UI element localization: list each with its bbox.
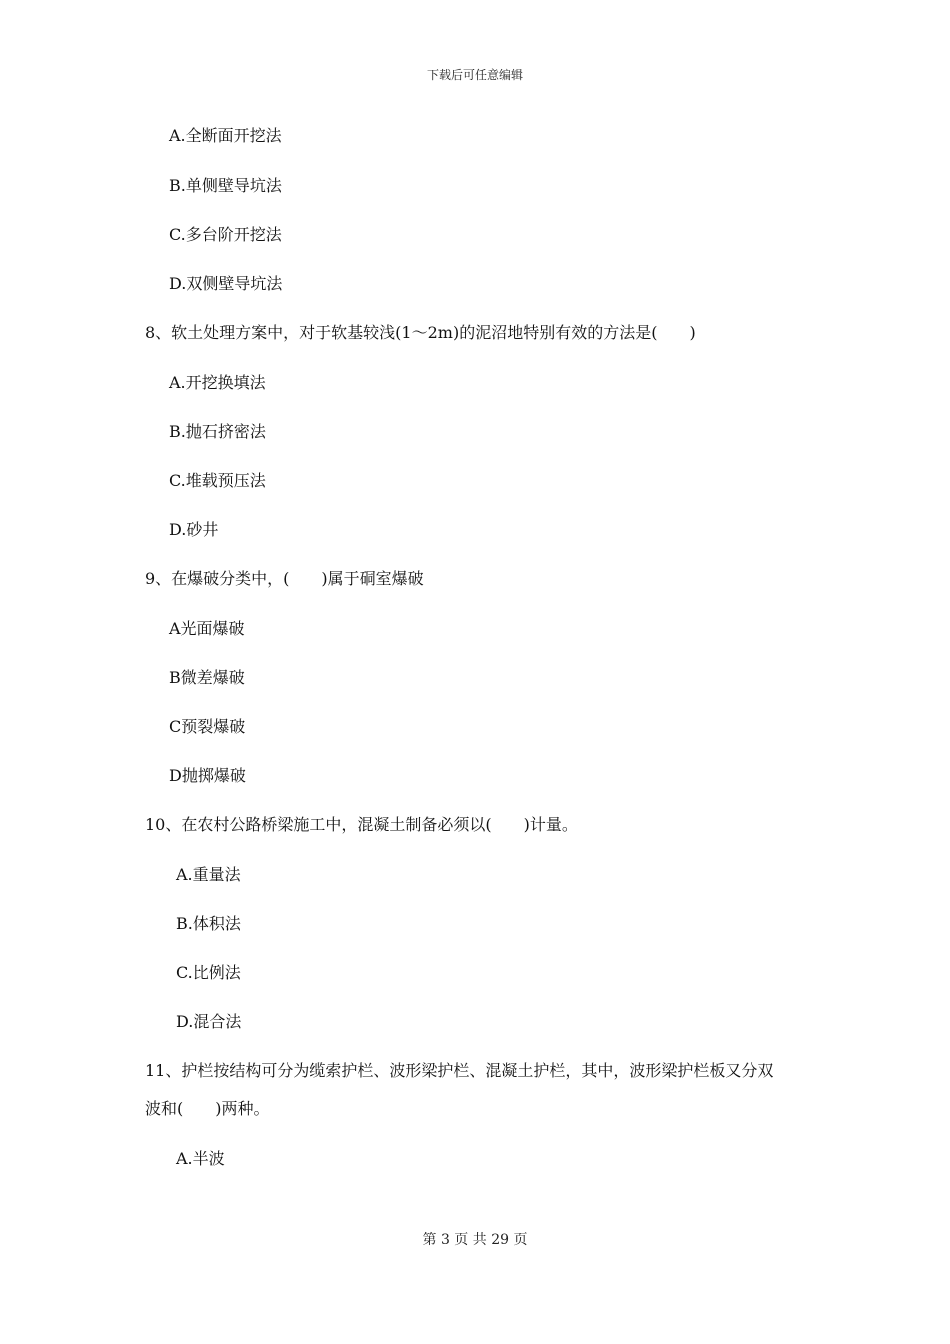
option-8c: C.堆载预压法	[169, 471, 266, 490]
question-9: 9、在爆破分类中，( )属于硐室爆破	[145, 569, 424, 588]
option-9c: C预裂爆破	[169, 717, 246, 736]
option-10d: D.混合法	[176, 1012, 242, 1031]
question-11-line2: 波和( )两种。	[145, 1099, 270, 1118]
question-11-line1: 11、护栏按结构可分为缆索护栏、波形梁护栏、混凝土护栏，其中，波形梁护栏板又分双	[145, 1061, 774, 1080]
page-footer: 第 3 页 共 29 页	[422, 1232, 528, 1248]
option-8b: B.抛石挤密法	[169, 422, 266, 441]
option-10a: A.重量法	[176, 865, 241, 884]
option-9b: B微差爆破	[169, 668, 245, 687]
option-10b: B.体积法	[176, 914, 241, 933]
option-7d: D.双侧壁导坑法	[169, 274, 283, 293]
option-8d: D.砂井	[169, 520, 219, 539]
option-9a: A光面爆破	[169, 619, 245, 638]
question-10: 10、在农村公路桥梁施工中，混凝土制备必须以( )计量。	[145, 815, 578, 834]
option-8a: A.开挖换填法	[169, 373, 266, 392]
question-8: 8、软土处理方案中，对于软基较浅(1～2m)的泥沼地特别有效的方法是( )	[145, 323, 696, 342]
option-9d: D抛掷爆破	[169, 766, 246, 785]
option-7b: B.单侧壁导坑法	[169, 176, 282, 195]
option-7c: C.多台阶开挖法	[169, 225, 282, 244]
page-header: 下载后可任意编辑	[426, 68, 523, 82]
option-7a: A.全断面开挖法	[169, 126, 282, 145]
option-10c: C.比例法	[176, 963, 241, 982]
option-11a: A.半波	[176, 1149, 225, 1168]
